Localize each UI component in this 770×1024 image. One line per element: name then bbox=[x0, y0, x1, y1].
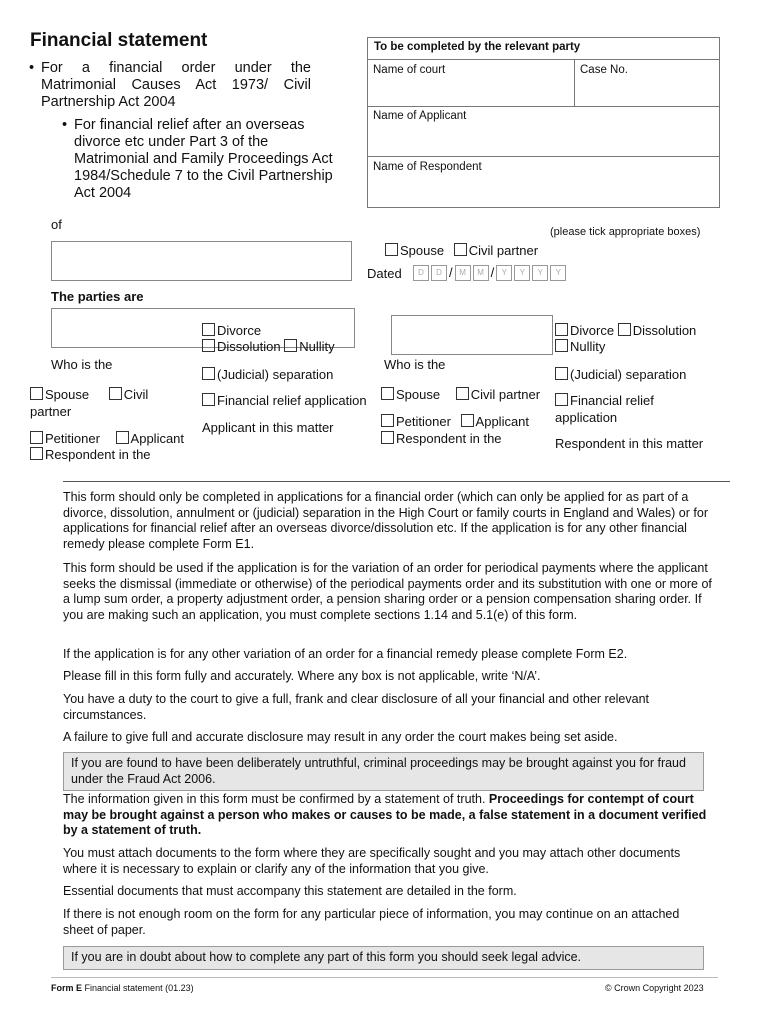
left-who-label: Who is the bbox=[51, 357, 113, 372]
respondent-matter-label: Respondent in this matter bbox=[555, 436, 704, 451]
footer-copyright: © Crown Copyright 2023 bbox=[605, 983, 704, 993]
bullet-2: • For financial relief after an overseas divorce etc under Part 3 of the Matrimonial and Family Proceedings Act 1984/Schedule 7 to the Civil Partnership Act 2004 bbox=[62, 117, 333, 201]
right-financial-option: Financial relief bbox=[555, 393, 654, 409]
right-financial-label: application bbox=[555, 410, 618, 425]
of-label: of bbox=[51, 217, 62, 232]
civil-partner-checkbox[interactable] bbox=[456, 387, 469, 400]
paragraph-scope: This form should only be completed in applications for a financial order (which can only be applied for as part of a divorce, dissolution, annulment or (judicial) separation in the High Court or family courts in England and Wales) or for applications for financial relief after an overseas divorce/dissolution etc. If the application is for any other financial remedy please complete Form E1. bbox=[63, 490, 708, 551]
dated-label: Dated bbox=[367, 266, 402, 281]
right-respondent-option: Respondent in the bbox=[381, 431, 502, 447]
right-judicial-option: (Judicial) separation bbox=[555, 367, 686, 383]
paragraph-statement-of-truth: The information given in this form must be confirmed by a statement of truth. Proceedings for contempt of court may be brought against a person who makes or causes to be made, a false statement in a document verified by a statement of truth. bbox=[63, 792, 707, 837]
left-respondent-option: Respondent in the bbox=[30, 447, 151, 463]
respondent-name-label: Name of Respondent bbox=[373, 161, 482, 173]
petitioner-checkbox[interactable] bbox=[30, 431, 43, 444]
spouse-checkbox[interactable] bbox=[30, 387, 43, 400]
date-separator: / bbox=[490, 265, 495, 280]
date-day-box[interactable]: D bbox=[431, 265, 447, 281]
financial-relief-checkbox[interactable] bbox=[202, 393, 215, 406]
case-no-label: Case No. bbox=[580, 64, 628, 76]
name-input-box[interactable] bbox=[51, 241, 352, 281]
judicial-separation-checkbox[interactable] bbox=[202, 367, 215, 380]
case-no-field[interactable] bbox=[575, 60, 719, 106]
legal-advice-box: If you are in doubt about how to complete any part of this form you should seek legal advice. bbox=[63, 946, 704, 970]
mid-dissolution-option: Dissolution Nullity bbox=[202, 339, 335, 355]
page-title: Financial statement bbox=[30, 30, 208, 51]
paragraph-more-room: If there is not enough room on the form for any particular piece of information, you may continue on an attached sheet of paper. bbox=[63, 907, 680, 937]
dissolution-checkbox[interactable] bbox=[202, 339, 215, 352]
paragraph-other-variation: If the application is for any other variation of an order for a financial remedy please complete Form E2. bbox=[63, 647, 628, 661]
bullet-1: • For a financial order under the Matrimonial Causes Act 1973/ Civil Partnership Act 2004 bbox=[29, 60, 311, 110]
right-spouse-option: Spouse Civil partner bbox=[381, 387, 540, 403]
date-year-box[interactable]: Y bbox=[514, 265, 530, 281]
date-month-box[interactable]: M bbox=[473, 265, 489, 281]
mid-financial-option: Financial relief application bbox=[202, 393, 367, 409]
spouse-checkbox[interactable] bbox=[385, 243, 398, 256]
bullet-dot-icon: • bbox=[29, 60, 35, 76]
applicant-matter-label: Applicant in this matter bbox=[202, 420, 334, 435]
paragraph-variation: This form should be used if the application is for the variation of an order for periodical payments where the applicant seeks the dismissal (immediate or otherwise) of the periodical payments order and its substitution with one or more of a lump sum order, a property adjustment order, a pension sharing order or a pension compensation sharing order. If you are making such an application, you must complete sections 1.14 and 5.1(e) of this form. bbox=[63, 561, 712, 622]
paragraph-fill-in: Please fill in this form fully and accurately. Where any box is not applicable, write ‘N/A’. bbox=[63, 669, 541, 683]
relationship-options: Spouse Civil partner bbox=[385, 243, 538, 259]
judicial-separation-checkbox[interactable] bbox=[555, 367, 568, 380]
dissolution-checkbox[interactable] bbox=[618, 323, 631, 336]
respondent-checkbox[interactable] bbox=[381, 431, 394, 444]
fraud-warning-box: If you are found to have been deliberately untruthful, criminal proceedings may be brought against you for fraud under the Fraud Act 2006. bbox=[63, 752, 704, 791]
date-year-box[interactable]: Y bbox=[550, 265, 566, 281]
financial-relief-checkbox[interactable] bbox=[555, 393, 568, 406]
petitioner-checkbox[interactable] bbox=[381, 414, 394, 427]
date-year-box[interactable]: Y bbox=[496, 265, 512, 281]
date-month-box[interactable]: M bbox=[455, 265, 471, 281]
paragraph-attach-documents: You must attach documents to the form where they are specifically sought and you may attach other documents where it is necessary to explain or clarify any of the information that you give. bbox=[63, 846, 681, 876]
footer-form-label: Form E Financial statement (01.23) bbox=[51, 983, 194, 993]
right-who-label: Who is the bbox=[384, 357, 446, 372]
paragraph-duty: You have a duty to the court to give a full, frank and clear disclosure of all your financial and other relevant circumstances. bbox=[63, 692, 649, 722]
applicant-name-field[interactable] bbox=[368, 107, 719, 156]
date-separator: / bbox=[449, 265, 453, 280]
parties-label: The parties are bbox=[51, 289, 144, 304]
left-partner-label: partner bbox=[30, 404, 72, 419]
tick-note: (please tick appropriate boxes) bbox=[550, 226, 701, 238]
paragraph-essential-documents: Essential documents that must accompany this statement are detailed in the form. bbox=[63, 884, 517, 898]
court-name-label: Name of court bbox=[373, 64, 446, 76]
divorce-checkbox[interactable] bbox=[202, 323, 215, 336]
applicant-name-label: Name of Applicant bbox=[373, 110, 467, 122]
bullet-dot-icon: • bbox=[62, 117, 68, 133]
applicant-checkbox[interactable] bbox=[116, 431, 129, 444]
left-petitioner-option: Petitioner Applicant bbox=[30, 431, 184, 447]
nullity-checkbox[interactable] bbox=[555, 339, 568, 352]
section-divider bbox=[63, 481, 730, 482]
respondent-name-field[interactable] bbox=[368, 157, 719, 207]
date-day-box[interactable]: D bbox=[413, 265, 429, 281]
applicant-checkbox[interactable] bbox=[461, 414, 474, 427]
right-party-name-box[interactable] bbox=[391, 315, 553, 355]
respondent-checkbox[interactable] bbox=[30, 447, 43, 460]
date-input[interactable] bbox=[413, 264, 568, 282]
mid-judicial-option: (Judicial) separation bbox=[202, 367, 333, 383]
right-petitioner-option: Petitioner Applicant bbox=[381, 414, 529, 430]
court-info-box bbox=[367, 37, 720, 208]
civil-partner-checkbox[interactable] bbox=[454, 243, 467, 256]
civil-checkbox[interactable] bbox=[109, 387, 122, 400]
date-year-box[interactable]: Y bbox=[532, 265, 548, 281]
right-nullity-option: Nullity bbox=[555, 339, 605, 355]
right-divorce-option: Divorce Dissolution bbox=[555, 323, 696, 339]
left-spouse-option: Spouse Civil bbox=[30, 387, 148, 403]
court-name-field[interactable] bbox=[368, 60, 573, 106]
nullity-checkbox[interactable] bbox=[284, 339, 297, 352]
footer-divider bbox=[51, 977, 718, 978]
divorce-checkbox[interactable] bbox=[555, 323, 568, 336]
court-box-title: To be completed by the relevant party bbox=[374, 41, 581, 53]
mid-divorce-option: Divorce bbox=[202, 323, 261, 339]
paragraph-failure: A failure to give full and accurate disclosure may result in any order the court makes being set aside. bbox=[63, 730, 618, 744]
spouse-checkbox[interactable] bbox=[381, 387, 394, 400]
